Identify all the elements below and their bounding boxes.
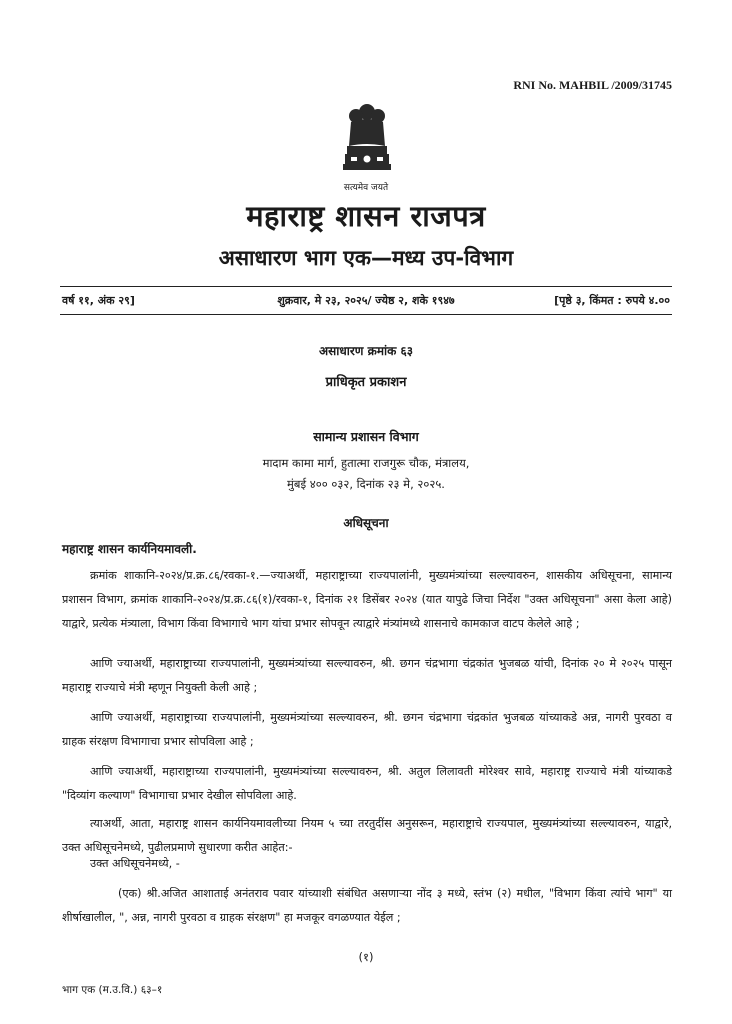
rules-title: महाराष्ट्र शासन कार्यनियमावली.: [62, 542, 197, 556]
authorized-publication: प्राधिकृत प्रकाशन: [325, 375, 407, 390]
notification-heading: अधिसूचना: [343, 516, 389, 530]
extraordinary-number: असाधारण क्रमांक ६३: [318, 344, 413, 358]
department-name: सामान्य प्रशासन विभाग: [313, 429, 419, 444]
motto: सत्यमेव जयते: [343, 183, 389, 193]
paragraph-6: उक्त अधिसूचनेमध्ये, -: [90, 857, 180, 870]
address-line-2: मुंबई ४०० ०३२, दिनांक २३ मे, २०२५.: [287, 477, 445, 491]
issue-date: शुक्रवार, मे २३, २०२५/ ज्येष्ठ २, शके १९४७: [277, 294, 455, 307]
paragraph-7: (एक) श्री.अजित आशाताई अनंतराव पवार यांच्याशी संबंधित असणाऱ्या नोंद ३ मध्ये, स्तंभ (२) मधील, "विभाग किंवा त्यांचे भाग" या शीर्षाखालील, ", अन्न, नागरी पुरवठा व ग्राहक संरक्षण" हा मजकूर वगळण्यात येईल ;: [62, 887, 672, 924]
top-divider: [60, 286, 672, 287]
paragraph-5: त्याअर्थी, आता, महाराष्ट्र शासन कार्यनियमावलीच्या नियम ५ च्या तरतुदींस अनुसरून, महाराष्ट्राचे राज्यपाल, मुख्यमंत्र्यांच्या सल्ल्यावरुन, याद्वारे, उक्त अधिसूचनेमध्ये, पुढीलप्रमाणे सुधारणा करीत आहेत:-: [62, 817, 672, 854]
footer-reference: भाग एक (म.उ.वि.) ६३–१: [62, 984, 163, 996]
pages-price: [पृष्ठे ३, किंमत : रुपये ४.००: [554, 294, 670, 307]
rni-number: RNI No. MAHBIL /2009/31745: [513, 78, 672, 92]
paragraph-4: आणि ज्याअर्थी, महाराष्ट्राच्या राज्यपालांनी, मुख्यमंत्र्यांच्या सल्ल्यावरुन, श्री. अतुल लिलावती मोरेश्वर सावे, महाराष्ट्र राज्याचे मंत्री यांच्याकडे "दिव्यांग कल्याण" विभागाचा प्रभार देखील सोपविला आहे.: [62, 765, 672, 802]
page-number: (१): [358, 950, 374, 964]
address-line-1: मादाम कामा मार्ग, हुतात्मा राजगुरू चौक, मंत्रालय,: [262, 456, 470, 470]
paragraph-1: क्रमांक शाकानि-२०२४/प्र.क्र.८६/रवका-१.—ज्याअर्थी, महाराष्ट्राच्या राज्यपालांनी, मुख्यमंत्र्यांच्या सल्ल्यावरुन, शासकीय अधिसूचना, सामान्य प्रशासन विभाग, क्रमांक शाकानि-२०२४/प्र.क्र.८६(१)/रवका-१, दिनांक २१ डिसेंबर २०२४ (यात यापुढे जिचा निर्देश "उक्त अधिसूचना" असा केला आहे) याद्वारे, प्रत्येक मंत्र्याला, विभाग किंवा विभागाचे भाग यांचा प्रभार सोपवून त्याद्वारे मंत्र्यांमध्ये शासनाचे कामकाज वाटप केलेले आहे ;: [62, 569, 672, 630]
paragraph-2: आणि ज्याअर्थी, महाराष्ट्राच्या राज्यपालांनी, मुख्यमंत्र्यांच्या सल्ल्यावरुन, श्री. छगन चंद्रभागा चंद्रकांत भुजबळ यांची, दिनांक २० मे २०२५ पासून महाराष्ट्र राज्याचे मंत्री म्हणून नियुक्ती केली आहे ;: [62, 657, 672, 694]
bottom-divider: [60, 314, 672, 315]
national-emblem-icon: [341, 102, 393, 178]
gazette-title: महाराष्ट्र शासन राजपत्र: [246, 199, 486, 233]
volume-issue: वर्ष ११, अंक २९]: [62, 294, 135, 307]
gazette-subtitle: असाधारण भाग एक—मध्य उप-विभाग: [218, 246, 514, 270]
paragraph-3: आणि ज्याअर्थी, महाराष्ट्राच्या राज्यपालांनी, मुख्यमंत्र्यांच्या सल्ल्यावरुन, श्री. छगन चंद्रभागा चंद्रकांत भुजबळ यांच्याकडे अन्न, नागरी पुरवठा व ग्राहक संरक्षण विभागाचा प्रभार सोपविला आहे ;: [62, 711, 672, 748]
